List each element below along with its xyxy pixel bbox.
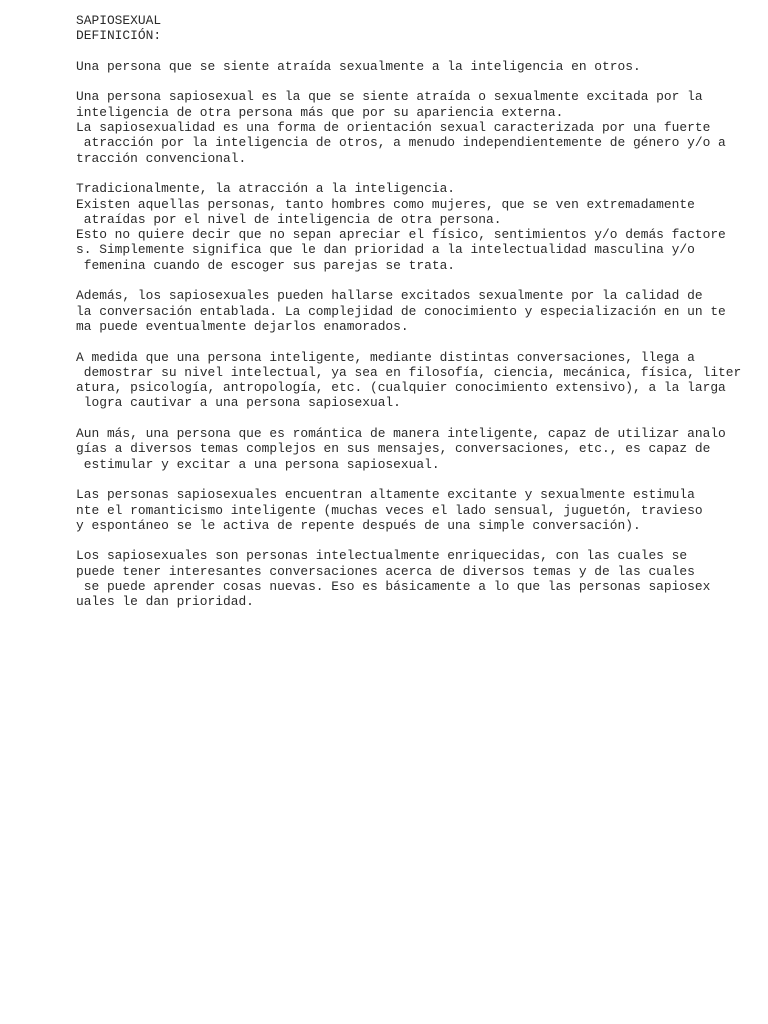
text-line: Una persona que se siente atraída sexualmente a la inteligencia en otros. [76,58,641,74]
text-line: Tradicionalmente, la atracción a la inteligencia. [76,181,456,197]
text-line: Aun más, una persona que es romántica de manera inteligente, capaz de utilizar analo [76,426,726,442]
text-line: ma puede eventualmente dejarlos enamorados. [76,318,409,334]
text-line: se puede aprender cosas nuevas. Eso es básicamente a lo que las personas sapiosex [76,578,711,594]
paragraph-3 [76,181,756,273]
paragraph-5 [76,350,756,411]
paragraph-4 [76,288,756,334]
text-line: Los sapiosexuales son personas intelectualmente enriquecidas, con las cuales se [76,548,688,564]
paragraph-8 [76,548,756,609]
text-line: uales le dan prioridad. [76,594,254,610]
text-line: femenina cuando de escoger sus parejas se trata. [76,257,456,273]
paragraph-7 [76,487,756,533]
document-page [76,13,756,610]
text-line: estimular y excitar a una persona sapiosexual. [76,456,440,472]
text-line: Las personas sapiosexuales encuentran altamente excitante y sexualmente estimula [76,487,695,503]
definition-label: DEFINICIÓN: [76,28,162,44]
text-line: tracción convencional. [76,150,247,166]
document-title: SAPIOSEXUAL [76,13,162,28]
text-line: Una persona sapiosexual es la que se siente atraída o sexualmente excitada por la [76,89,703,105]
text-line: puede tener interesantes conversaciones acerca de diversos temas y de las cuales [76,563,695,579]
paragraph-6 [76,426,756,472]
text-line: atura, psicología, antropología, etc. (cualquier conocimiento extensivo), a la larga [76,380,726,396]
text-line: atracción por la inteligencia de otros, a menudo independientemente de género y/o a [76,135,726,151]
text-line: s. Simplemente significa que le dan prioridad a la intelectualidad masculina y/o [76,242,695,258]
text-line: demostrar su nivel intelectual, ya sea en filosofía, ciencia, mecánica, física, liter [76,364,742,380]
text-line: y espontáneo se le activa de repente después de una simple conversación). [76,517,641,533]
text-line: inteligencia de otra persona más que por su apariencia externa. [76,104,564,120]
text-line: nte el romanticismo inteligente (muchas veces el lado sensual, juguetón, travieso [76,502,703,518]
text-line: Existen aquellas personas, tanto hombres como mujeres, que se ven extremadamente [76,196,695,212]
text-line: La sapiosexualidad es una forma de orientación sexual caracterizada por una fuerte [76,120,711,136]
text-line: gías a diversos temas complejos en sus mensajes, conversaciones, etc., es capaz de [76,441,711,457]
document-header [76,13,756,44]
text-line: Además, los sapiosexuales pueden hallarse excitados sexualmente por la calidad de [76,288,703,304]
text-line: la conversación entablada. La complejidad de conocimiento y especialización en un te [76,303,726,319]
text-line: Esto no quiere decir que no sepan apreciar el físico, sentimientos y/o demás factore [76,227,726,243]
paragraph-2 [76,89,756,165]
text-line: A medida que una persona inteligente, mediante distintas conversaciones, llega a [76,349,695,365]
paragraph-1 [76,59,756,74]
text-line: atraídas por el nivel de inteligencia de otra persona. [76,211,502,227]
text-line: logra cautivar a una persona sapiosexual. [76,395,401,411]
